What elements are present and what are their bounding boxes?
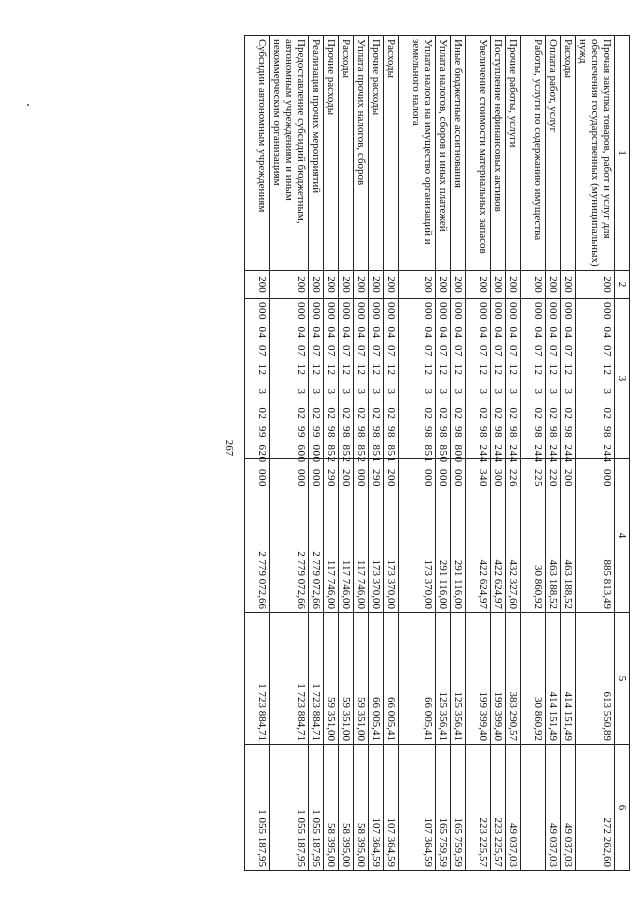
row-code: 000 04 07 12 3 02 98 851 200 xyxy=(384,299,399,459)
rotated-table-container xyxy=(55,35,630,870)
row-value-5: 1 723 884,71 xyxy=(245,613,270,745)
row-name: Расходы xyxy=(339,36,354,271)
row-value-4: 117 746,00 xyxy=(354,459,369,613)
row-kvr: 200 xyxy=(546,271,561,299)
row-kvr: 200 xyxy=(521,271,546,299)
row-value-4: 885 813,49 xyxy=(576,459,615,613)
row-value-4: 2 779 072,66 xyxy=(270,459,309,613)
row-code: 000 04 07 12 3 02 99 000 000 xyxy=(309,299,324,459)
table-row xyxy=(270,36,309,871)
row-kvr: 200 xyxy=(270,271,309,299)
row-value-6: 1 055 187,95 xyxy=(270,745,309,871)
row-kvr: 200 xyxy=(506,271,521,299)
row-name: Субсидии автономным учреждениям xyxy=(245,36,270,271)
table-row xyxy=(354,36,369,871)
row-name: Оплата работ, услуг xyxy=(546,36,561,271)
row-value-5: 613 550,89 xyxy=(576,613,615,745)
row-value-6: 58 395,00 xyxy=(354,745,369,871)
row-name: Поступление нефинансовых активов xyxy=(491,36,506,271)
row-value-4: 117 746,00 xyxy=(324,459,339,613)
row-kvr: 200 xyxy=(561,271,576,299)
row-code: 000 04 07 12 3 02 98 244 200 xyxy=(561,299,576,459)
row-value-4: 422 624,97 xyxy=(466,459,491,613)
budget-table xyxy=(244,35,630,871)
row-value-5: 125 356,41 xyxy=(451,613,466,745)
table-row xyxy=(521,36,546,871)
row-value-5: 59 351,00 xyxy=(354,613,369,745)
row-value-4: 291 116,00 xyxy=(436,459,451,613)
row-value-5: 199 399,40 xyxy=(491,613,506,745)
row-value-6: 165 759,59 xyxy=(436,745,451,871)
row-name: Работы, услуги по содержанию имущества xyxy=(521,36,546,271)
row-code: 000 04 07 12 3 02 99 620 000 xyxy=(245,299,270,459)
header-col-4: 4 xyxy=(615,459,630,613)
row-kvr: 200 xyxy=(491,271,506,299)
row-value-6: 107 364,59 xyxy=(399,745,436,871)
row-value-6: 49 037,03 xyxy=(546,745,561,871)
row-value-6: 223 225,57 xyxy=(491,745,506,871)
row-value-5: 66 005,41 xyxy=(399,613,436,745)
table-row xyxy=(309,36,324,871)
row-value-6: 223 225,57 xyxy=(466,745,491,871)
row-value-6: 58 395,00 xyxy=(339,745,354,871)
row-value-4: 173 370,00 xyxy=(369,459,384,613)
header-row xyxy=(615,36,630,871)
table-body xyxy=(245,36,615,871)
row-code: 000 04 07 12 3 02 98 244 225 xyxy=(521,299,546,459)
row-name: Уплата налога на имущество организаций и земельного налога xyxy=(399,36,436,271)
row-kvr: 200 xyxy=(354,271,369,299)
row-value-4: 173 370,00 xyxy=(399,459,436,613)
row-code: 000 04 07 12 3 02 98 244 220 xyxy=(546,299,561,459)
table-row xyxy=(245,36,270,871)
row-code: 000 04 07 12 3 02 98 851 290 xyxy=(369,299,384,459)
table-row xyxy=(491,36,506,871)
row-code: 000 04 07 12 3 02 99 600 000 xyxy=(270,299,309,459)
table-row xyxy=(384,36,399,871)
row-value-6: 1 055 187,95 xyxy=(245,745,270,871)
row-value-4: 30 860,92 xyxy=(521,459,546,613)
row-value-4: 291 116,00 xyxy=(451,459,466,613)
row-name: Уплата налогов, сборов и иных платежей xyxy=(436,36,451,271)
row-value-4: 117 746,00 xyxy=(339,459,354,613)
row-name: Расходы xyxy=(384,36,399,271)
row-value-6 xyxy=(521,745,546,871)
row-value-5: 59 351,00 xyxy=(339,613,354,745)
row-value-4: 463 188,52 xyxy=(561,459,576,613)
row-code: 000 04 07 12 3 02 98 850 000 xyxy=(436,299,451,459)
table-row xyxy=(466,36,491,871)
row-value-6: 107 364,59 xyxy=(369,745,384,871)
row-kvr: 200 xyxy=(451,271,466,299)
row-value-5: 66 005,41 xyxy=(369,613,384,745)
table-row xyxy=(339,36,354,871)
row-code: 000 04 07 12 3 02 98 244 000 xyxy=(576,299,615,459)
row-code: 000 04 07 12 3 02 98 852 000 xyxy=(354,299,369,459)
table-row xyxy=(324,36,339,871)
row-name: Прочие расходы xyxy=(369,36,384,271)
row-kvr: 200 xyxy=(339,271,354,299)
row-value-4: 432 327,60 xyxy=(506,459,521,613)
row-value-5: 66 005,41 xyxy=(384,613,399,745)
row-name: Прочие расходы xyxy=(324,36,339,271)
table-row xyxy=(506,36,521,871)
row-code: 000 04 07 12 3 02 98 800 000 xyxy=(451,299,466,459)
header-col-3: 3 xyxy=(615,299,630,459)
row-kvr: 200 xyxy=(399,271,436,299)
row-value-4: 173 370,00 xyxy=(384,459,399,613)
row-code: 000 04 07 12 3 02 98 852 290 xyxy=(324,299,339,459)
row-value-6: 49 037,03 xyxy=(506,745,521,871)
row-kvr: 200 xyxy=(436,271,451,299)
row-value-5: 383 290,57 xyxy=(506,613,521,745)
table-row xyxy=(546,36,561,871)
row-value-5: 414 151,49 xyxy=(546,613,561,745)
row-value-6: 107 364,59 xyxy=(384,745,399,871)
row-code: 000 04 07 12 3 02 98 852 200 xyxy=(339,299,354,459)
table-row xyxy=(576,36,615,871)
table-row xyxy=(561,36,576,871)
row-code: 000 04 07 12 3 02 98 244 300 xyxy=(491,299,506,459)
row-value-6: 1 055 187,95 xyxy=(309,745,324,871)
row-value-4: 2 779 072,66 xyxy=(309,459,324,613)
row-name: Прочая закупка товаров, работ и услуг для обеспечения государственных (муниципальных) нужд xyxy=(576,36,615,271)
row-value-5: 414 151,49 xyxy=(561,613,576,745)
row-value-5: 125 356,41 xyxy=(436,613,451,745)
row-code: 000 04 07 12 3 02 98 851 000 xyxy=(399,299,436,459)
row-name: Уплата прочих налогов, сборов xyxy=(354,36,369,271)
row-kvr: 200 xyxy=(245,271,270,299)
row-value-5: 59 351,00 xyxy=(324,613,339,745)
row-kvr: 200 xyxy=(466,271,491,299)
row-code: 000 04 07 12 3 02 98 244 226 xyxy=(506,299,521,459)
row-name: Иные бюджетные ассигнования xyxy=(451,36,466,271)
row-value-5: 199 399,40 xyxy=(466,613,491,745)
row-name: Увеличение стоимости материальных запасов xyxy=(466,36,491,271)
row-value-6: 49 037,03 xyxy=(561,745,576,871)
row-kvr: 200 xyxy=(576,271,615,299)
row-kvr: 200 xyxy=(309,271,324,299)
row-value-5: 1 723 884,71 xyxy=(270,613,309,745)
row-kvr: 200 xyxy=(384,271,399,299)
header-col-5: 5 xyxy=(615,613,630,745)
row-name: Предоставление субсидий бюджетным, автономным учреждениям и иным некоммерческим организациям xyxy=(270,36,309,271)
scan-speck xyxy=(27,104,29,106)
row-value-4: 463 188,52 xyxy=(546,459,561,613)
row-value-6: 58 395,00 xyxy=(324,745,339,871)
header-col-6: 6 xyxy=(615,745,630,871)
row-kvr: 200 xyxy=(369,271,384,299)
header-col-2: 2 xyxy=(615,271,630,299)
row-name: Реализация прочих мероприятий xyxy=(309,36,324,271)
row-name: Расходы xyxy=(561,36,576,271)
row-kvr: 200 xyxy=(324,271,339,299)
table-row xyxy=(399,36,436,871)
row-value-4: 2 779 072,66 xyxy=(245,459,270,613)
row-value-6: 272 262,60 xyxy=(576,745,615,871)
row-code: 000 04 07 12 3 02 98 244 340 xyxy=(466,299,491,459)
row-value-5: 30 860,92 xyxy=(521,613,546,745)
row-value-4: 422 624,97 xyxy=(491,459,506,613)
row-value-5: 1 723 884,71 xyxy=(309,613,324,745)
table-row xyxy=(451,36,466,871)
row-name: Прочие работы, услуги xyxy=(506,36,521,271)
header-col-1: 1 xyxy=(615,36,630,271)
row-value-6: 165 759,59 xyxy=(451,745,466,871)
page-number: 267 xyxy=(223,439,235,457)
table-row xyxy=(369,36,384,871)
table-row xyxy=(436,36,451,871)
